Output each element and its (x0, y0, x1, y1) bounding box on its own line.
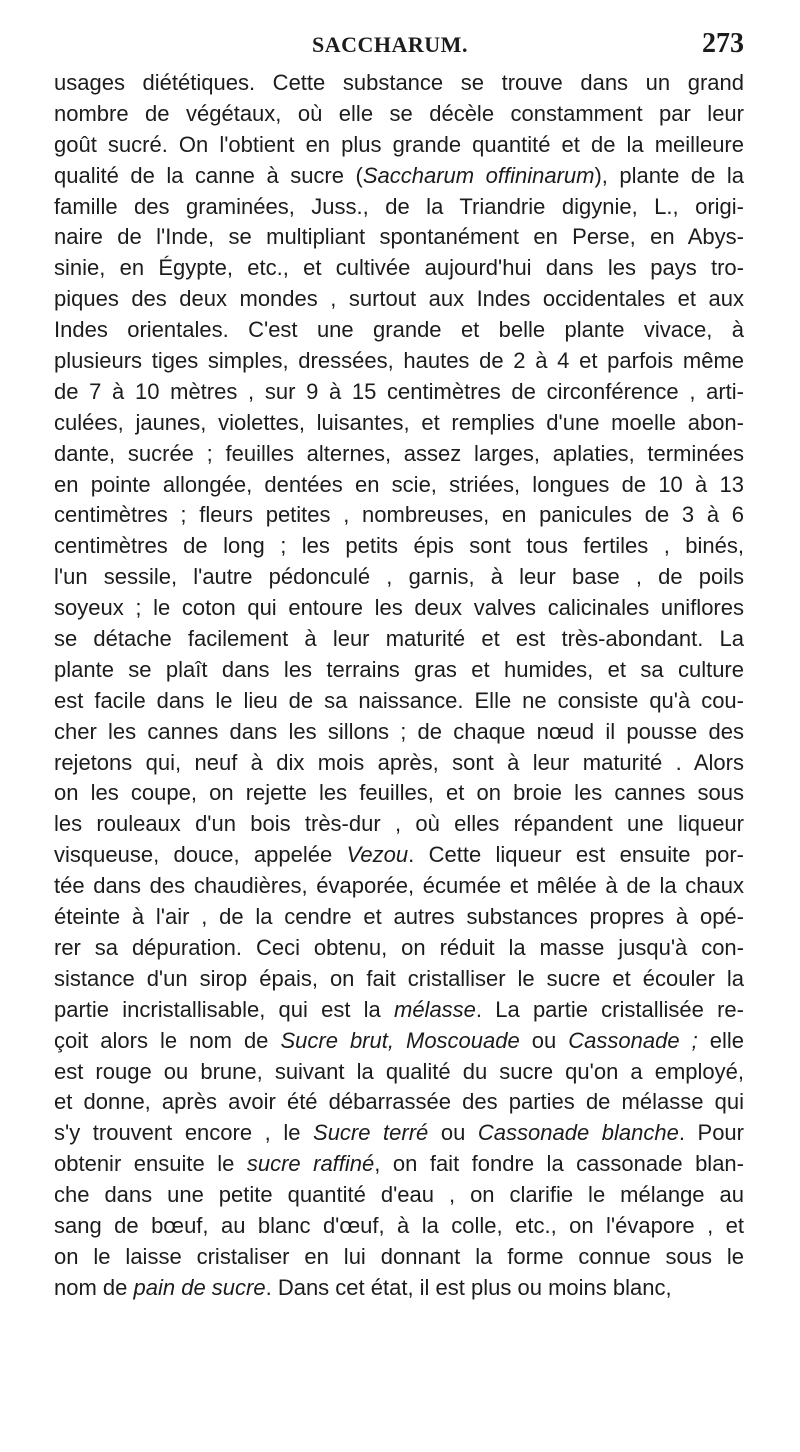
page-number: 273 (702, 28, 744, 59)
italic-term: mélasse (394, 996, 476, 1022)
text-line: che dans une petite quantité d'eau , on clarifie le mélange au (54, 1182, 744, 1208)
italic-term: Vezou (346, 842, 409, 868)
text-line: et donne, après avoir été débarrassée des parties de mélasse qui (54, 1089, 744, 1115)
page-header (54, 30, 744, 64)
italic-term: Sucre terré (313, 1120, 429, 1146)
text-line: cher les cannes dans les sillons ; de chaque nœud il pousse des (54, 718, 744, 744)
text-line: Indes orientales. C'est une grande et belle plante vivace, à (54, 317, 744, 343)
text-line: on les coupe, on rejette les feuilles, et on broie les cannes sous (54, 780, 744, 806)
text-line: rejetons qui, neuf à dix mois après, sont à leur maturité . Alors (54, 749, 744, 775)
italic-term: Cassonade blanche (477, 1120, 679, 1146)
text-line: nombre de végétaux, où elle se décèle constamment par leur (54, 100, 744, 126)
italic-term: Saccharum offininarum (362, 162, 595, 188)
book-page (54, 30, 744, 1304)
text-line: soyeux ; le coton qui entoure les deux valves calicinales uniflores (54, 595, 744, 621)
text-line: qualité de la canne à sucre (Saccharum offininarum), plante de la (54, 162, 744, 188)
text-line: rer sa dépuration. Ceci obtenu, on réduit la masse jusqu'à con- (54, 934, 744, 960)
text-line: sistance d'un sirop épais, on fait cristalliser le sucre et écouler la (54, 965, 744, 991)
text-line: piques des deux mondes , surtout aux Indes occidentales et aux (54, 286, 744, 312)
text-line: centimètres de long ; les petits épis sont tous fertiles , binés, (54, 533, 744, 559)
text-line: obtenir ensuite le sucre raffiné, on fait fondre la cassonade blan- (54, 1151, 744, 1177)
text-line: goût sucré. On l'obtient en plus grande quantité et de la meilleure (54, 131, 744, 157)
italic-term: Cassonade ; (568, 1027, 698, 1053)
text-line: plusieurs tiges simples, dressées, hautes de 2 à 4 et parfois même (54, 348, 744, 374)
text-line: usages diététiques. Cette substance se trouve dans un grand (54, 70, 744, 95)
text-line: plante se plaît dans les terrains gras et humides, et sa culture (54, 656, 744, 682)
text-line: partie incristallisable, qui est la mélasse. La partie cristallisée re- (54, 996, 744, 1022)
text-line: s'y trouvent encore , le Sucre terré ou Cassonade blanche. Pour (54, 1120, 744, 1146)
text-line: éteinte à l'air , de la cendre et autres substances propres à opé- (54, 904, 744, 930)
text-line: visqueuse, douce, appelée Vezou. Cette liqueur est ensuite por- (54, 842, 744, 868)
text-line: l'un sessile, l'autre pédonculé , garnis, à leur base , de poils (54, 564, 744, 590)
italic-term: Sucre brut, Moscouade (280, 1027, 520, 1053)
text-line: est rouge ou brune, suivant la qualité du sucre qu'on a employé, (54, 1058, 744, 1084)
text-line: est facile dans le lieu de sa naissance. Elle ne consiste qu'à cou- (54, 687, 744, 713)
text-line: naire de l'Inde, se multipliant spontanément en Perse, en Abys- (54, 224, 744, 250)
italic-term: sucre raffiné (246, 1151, 375, 1177)
text-line: se détache facilement à leur maturité et est très-abondant. La (54, 626, 744, 652)
text-line: en pointe allongée, dentées en scie, striées, longues de 10 à 13 (54, 471, 744, 497)
text-line: nom de pain de sucre. Dans cet état, il est plus ou moins blanc, (54, 1274, 672, 1300)
text-line: famille des graminées, Juss., de la Triandrie digynie, L., origi- (54, 193, 744, 219)
text-line: sinie, en Égypte, etc., et cultivée aujourd'hui dans les pays tro- (54, 255, 744, 281)
text-line: de 7 à 10 mètres , sur 9 à 15 centimètres de circonférence , arti- (54, 378, 744, 404)
text-line: culées, jaunes, violettes, luisantes, et remplies d'une moelle abon- (54, 409, 744, 435)
text-line: tée dans des chaudières, évaporée, écumée et mêlée à de la chaux (54, 873, 744, 899)
text-line: sang de bœuf, au blanc d'œuf, à la colle, etc., on l'évapore , et (54, 1212, 744, 1238)
text-line: les rouleaux d'un bois très-dur , où elles répandent une liqueur (54, 811, 744, 837)
text-line: on le laisse cristaliser en lui donnant la forme connue sous le (54, 1243, 744, 1269)
running-head: SACCHARUM. (312, 32, 468, 57)
italic-term: pain de sucre (133, 1274, 266, 1300)
body-text (54, 68, 744, 1304)
text-line: çoit alors le nom de Sucre brut, Moscouade ou Cassonade ; elle (54, 1027, 745, 1053)
text-line: centimètres ; fleurs petites , nombreuses, en panicules de 3 à 6 (54, 502, 744, 528)
text-line: dante, sucrée ; feuilles alternes, assez larges, aplaties, terminées (54, 440, 744, 466)
